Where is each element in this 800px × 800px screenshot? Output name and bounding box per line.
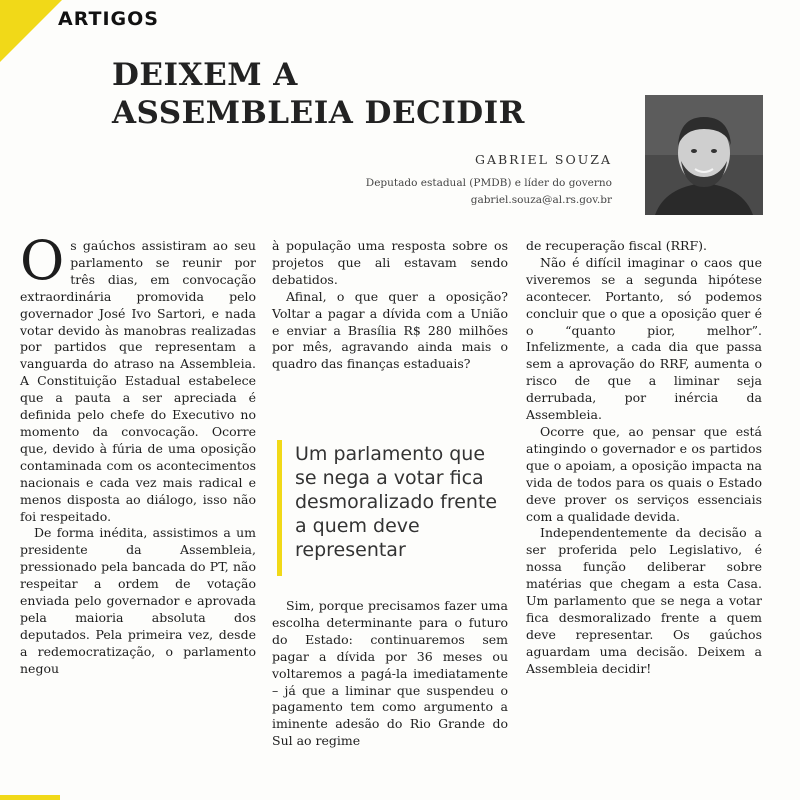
portrait-illustration: [645, 95, 763, 215]
article-column-2: [272, 238, 508, 373]
accent-strip: [0, 795, 60, 800]
paragraph: Sim, porque precisamos fazer uma escolha determinante para o futuro do Estado: continuaremos sem pagar a dívida por 36 meses ou voltaremos a pagá-la imediatamente – já que a liminar que suspendeu o pagamento tem como argumento a iminente adesão do Rio Grande do Sul ao regime: [272, 598, 508, 749]
pull-quote: [277, 440, 505, 580]
paragraph-text: s gaúchos assistiram ao seu parlamento se reunir por três dias, em convocação extraordinária promovida pelo governador José Ivo Sartori, e nada votar devido às manobras realizadas por partidos que representam a vanguarda do atraso na Assembleia. A Constituição Estadual estabelece que a pauta a ser apreciada é definida pelo chefe do Executivo no momento da convocação. Ocorre que, devido à fúria de uma oposição contaminada com os acontecimentos nacionais e cada vez mais radical e menos disposta ao diálogo, isso não foi respeitado.: [20, 238, 256, 524]
article-column-2-continued: [272, 598, 508, 750]
accent-corner: [0, 0, 62, 62]
paragraph: de recuperação fiscal (RRF).: [526, 238, 707, 253]
paragraph: à população uma resposta sobre os projetos que ali estavam sendo debatidos.: [272, 238, 508, 287]
author-block: [366, 152, 612, 206]
headline-line-2: ASSEMBLEIA DECIDIR: [112, 95, 525, 131]
paragraph: De forma inédita, assistimos a um presidente da Assembleia, pressionado pela bancada do PT, não respeitar a ordem de votação enviada pelo governador e aprovada pela maioria absoluta dos deputados. Pela primeira vez, desde a redemocratização, o parlamento negou: [20, 525, 256, 676]
paragraph: Não é difícil imaginar o caos que viveremos se a segunda hipótese acontecer. Portanto, só podemos concluir que o que a oposição quer é o “quanto pior, melhor”. Infelizmente, a cada dia que passa sem a aprovação do RRF, aumenta o risco de que a liminar seja derrubada, por inércia da Assembleia.: [526, 254, 762, 423]
pull-quote-text: Um parlamento que se nega a votar fica desmoralizado frente a quem deve representar: [295, 443, 498, 561]
pull-quote-bar: [277, 440, 282, 576]
article-column-1: [20, 229, 256, 678]
drop-cap: O: [20, 229, 65, 292]
paragraph: Afinal, o que quer a oposição? Voltar a pagar a dívida com a União e enviar a Brasília R$ 280 milhões por mês, agravando ainda mais o quadro das finanças estaduais?: [272, 288, 508, 372]
paragraph: Independentemente da decisão a ser proferida pelo Legislativo, é nossa função deliberar sobre matérias que chegam a esta Casa. Um parlamento que se nega a votar fica desmoralizado frente a quem deve representar. Os gaúchos aguardam uma decisão. Deixem a Assembleia decidir!: [526, 525, 762, 676]
author-role: Deputado estadual (PMDB) e líder do governo: [365, 177, 612, 189]
paragraph: [20, 229, 256, 525]
author-name: GABRIEL SOUZA: [474, 152, 612, 167]
article-column-3: [526, 238, 762, 678]
author-email: gabriel.souza@al.rs.gov.br: [470, 194, 612, 206]
headline: [112, 56, 582, 132]
headline-line-1: DEIXEM A: [112, 57, 298, 93]
section-label: ARTIGOS: [58, 8, 159, 30]
author-photo: [645, 95, 763, 215]
paragraph: Ocorre que, ao pensar que está atingindo o governador e os partidos que o apoiam, a oposição impacta na vida de todos para os quais o Estado deve prover os serviços essenciais com a qualidade devida.: [526, 423, 762, 524]
